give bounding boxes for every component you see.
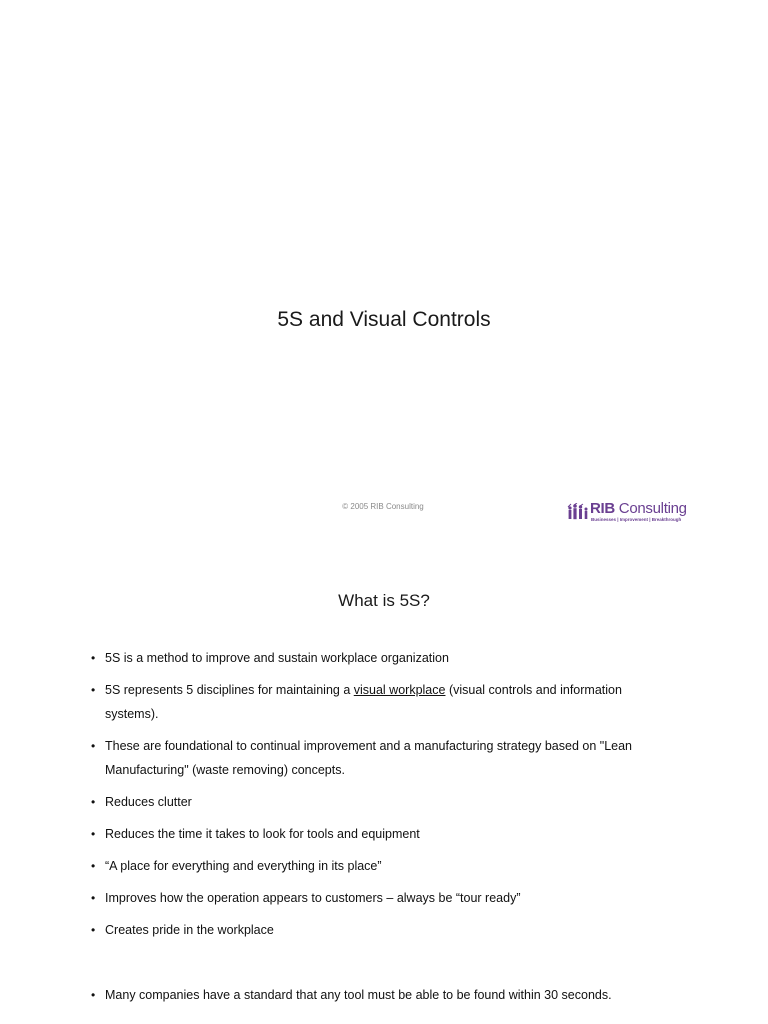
- bullet-item: [91, 678, 665, 726]
- bullet-dot: •: [91, 859, 96, 873]
- bullet-item: [91, 734, 665, 782]
- bullet-dot: •: [91, 923, 96, 937]
- slide-title: 5S and Visual Controls: [277, 308, 491, 331]
- bullet-dot: •: [91, 988, 96, 1002]
- bullet-dot: •: [91, 827, 96, 841]
- logo-name-rest: Consulting: [614, 500, 687, 517]
- copyright-notice: © 2005 RIB Consulting: [342, 502, 424, 511]
- visual-workplace-link[interactable]: visual workplace: [353, 683, 446, 697]
- bullet-text-pre: 5S represents 5 disciplines for maintaining a: [105, 683, 354, 697]
- bullet-item: [91, 983, 665, 1007]
- bullet-dot: •: [91, 891, 96, 905]
- bullet-text: “A place for everything and everything in its place”: [105, 859, 382, 873]
- bullet-text: Creates pride in the workplace: [105, 923, 274, 937]
- bullet-item: [91, 646, 665, 670]
- bullet-text: Many companies have a standard that any tool must be able to be found within 30 seconds.: [105, 988, 612, 1002]
- logo-name-bold: RIB: [590, 500, 615, 517]
- bullet-dot: •: [91, 739, 96, 753]
- bullet-item: [91, 886, 665, 910]
- bullet-item: [91, 790, 665, 814]
- bullet-text: 5S is a method to improve and sustain workplace organization: [105, 651, 449, 665]
- bullet-text: Improves how the operation appears to customers – always be “tour ready”: [105, 891, 521, 905]
- bullet-dot: •: [91, 683, 96, 697]
- bullet-item: [91, 918, 665, 942]
- bullet-dot: •: [91, 651, 96, 665]
- people-group-icon: [567, 503, 589, 523]
- bullet-text: Reduces clutter: [105, 795, 192, 809]
- logo-tagline: Businesses | Improvement | Breakthrough: [591, 517, 682, 522]
- section-title: What is 5S?: [338, 591, 430, 610]
- bullet-text-post: (visual controls and information systems).: [105, 683, 622, 721]
- bullet-text: These are foundational to continual improvement and a manufacturing strategy based on "Lean Manufacturing" (waste removing) concepts.: [105, 739, 632, 777]
- rib-consulting-logo: [567, 499, 687, 527]
- bullet-dot: •: [91, 795, 96, 809]
- bullet-item: [91, 822, 665, 846]
- bullet-item: [91, 854, 665, 878]
- bullet-text: Reduces the time it takes to look for tools and equipment: [105, 827, 420, 841]
